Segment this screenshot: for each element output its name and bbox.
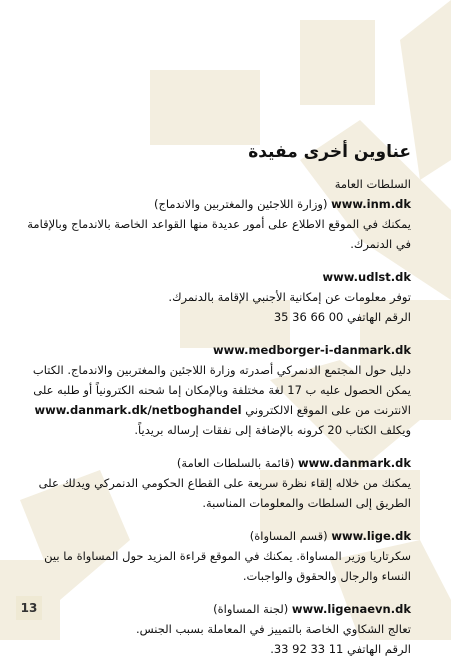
link-inm[interactable]: www.inm.dk <box>331 197 411 211</box>
section-public-authorities <box>18 174 411 254</box>
page-content <box>18 140 411 672</box>
entry-note: (لجنة المساواة) <box>213 602 289 616</box>
entry-text-after: ويكلف الكتاب 20 كرونه بالإضافة إلى نفقات إرساله بريدياً. <box>134 423 411 437</box>
entry-description: يمكنك من خلاله إلقاء نظرة سريعة على القطاع الحكومي الدنمركي ويدلك على الطريق إلى السلطات والمعلومات المناسبة. <box>38 476 411 510</box>
entry-header <box>18 453 411 473</box>
link-udlst[interactable]: www.udlst.dk <box>322 270 411 284</box>
link-ligenaevn[interactable]: www.ligenaevn.dk <box>291 602 411 616</box>
entry-description: يمكنك في الموقع الاطلاع على أمور عديدة منها القواعد الخاصة بالاندماج وبالإقامة في الدنمرك. <box>27 217 411 251</box>
section-danmark <box>18 453 411 513</box>
entry-note: (وزارة اللاجئين والمغتربين والاندماج) <box>153 197 328 211</box>
section-udlst <box>18 267 411 327</box>
entry-description: سكرتاريا وزير المساواة. يمكنك في الموقع قراءة المزيد حول المساواة ما بين النساء والرجال والحقوق والواجبات. <box>44 549 411 583</box>
section-lige <box>18 526 411 586</box>
entry-header <box>18 599 411 619</box>
entry-note: (قائمة بالسلطات العامة) <box>176 456 295 470</box>
entry-text-before: دليل حول المجتمع الدنمركي أصدرته وزارة اللاجئين والمغتربين والاندماج. الكتاب يمكن الحصول عليه ب 17 لغة مختلفة وبالإمكان إما شحنه الكترونياً أو طلبه على الانترنت من على الموقع الالكتروني <box>32 363 411 417</box>
link-lige[interactable]: www.lige.dk <box>331 529 411 543</box>
entry-description <box>18 360 411 440</box>
section-label: السلطات العامة <box>334 177 411 191</box>
link-danmark[interactable]: www.danmark.dk <box>298 456 411 470</box>
entry-header <box>18 526 411 546</box>
page-number: 13 <box>16 596 42 620</box>
entry-description: توفر معلومات عن إمكانية الأجنبي الإقامة بالدنمرك. <box>168 290 411 304</box>
section-ligenaevn <box>18 599 411 659</box>
entry-phone: الرقم الهاتفي 11 33 92 33. <box>270 642 411 656</box>
entry-phone: الرقم الهاتفي 00 66 36 35 <box>273 310 411 324</box>
link-medborger[interactable]: www.medborger-i-danmark.dk <box>212 343 411 357</box>
section-medborger <box>18 340 411 440</box>
link-netboghandel[interactable]: www.danmark.dk/netboghandel <box>34 403 242 417</box>
entry-description: تعالج الشكاوي الخاصة بالتمييز في المعاملة بسبب الجنس. <box>135 622 411 636</box>
entry-header <box>18 194 411 214</box>
entry-note: (قسم المساواة) <box>249 529 328 543</box>
page-title: عناوين أخرى مفيدة <box>248 142 411 162</box>
